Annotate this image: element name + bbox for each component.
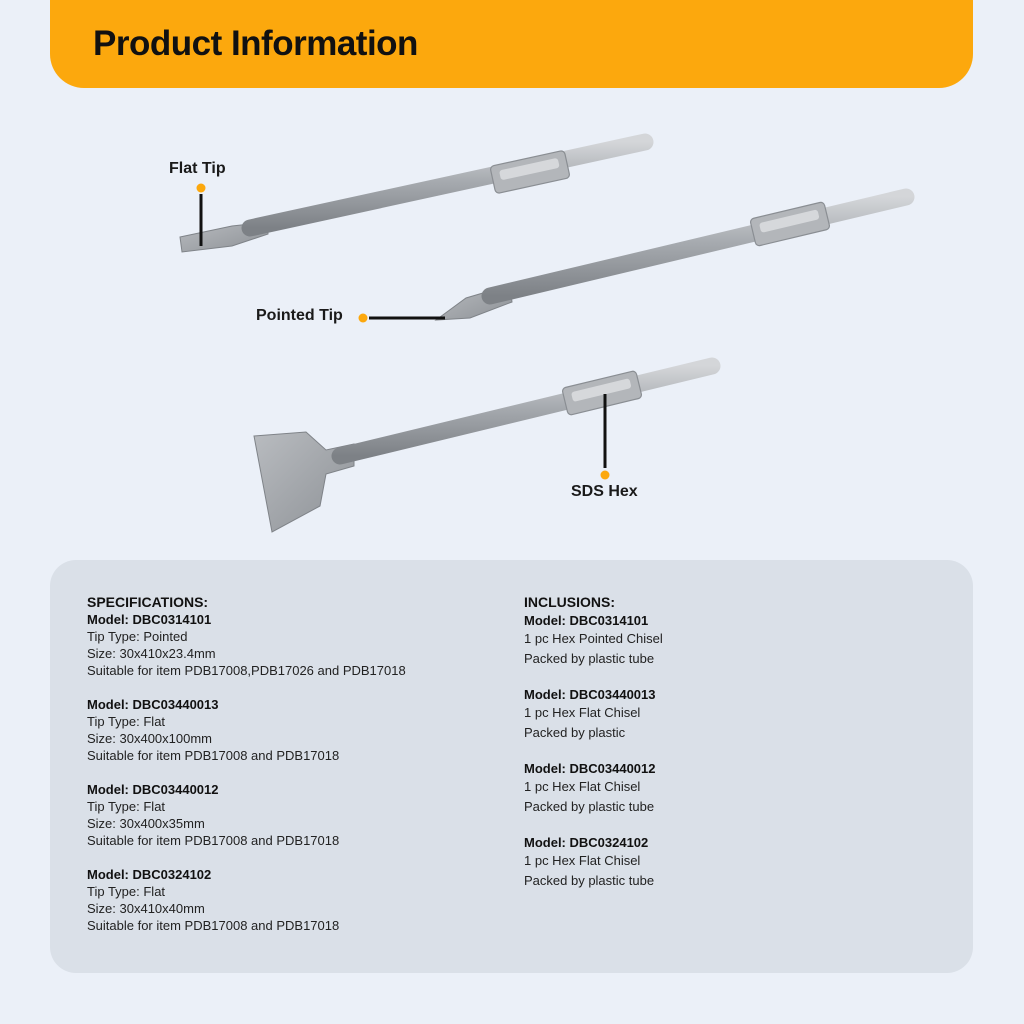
spec-model: Model: DBC0324102: [87, 867, 212, 882]
spec-size: Size: 30x410x40mm: [87, 901, 205, 916]
inclusions-column: [524, 594, 944, 908]
spec-block: [87, 781, 507, 849]
inclusion-packing: Packed by plastic tube: [524, 872, 655, 888]
inclusion-contents: 1 pc Hex Flat Chisel: [524, 853, 641, 868]
specifications-heading: SPECIFICATIONS:: [87, 594, 209, 610]
inclusion-packing: Packed by plastic tube: [524, 798, 655, 814]
spec-block: [87, 611, 507, 679]
spec-block: [87, 696, 507, 764]
inclusion-contents: 1 pc Hex Flat Chisel: [524, 779, 641, 794]
inclusion-contents: 1 pc Hex Pointed Chisel: [524, 631, 663, 646]
spec-size: Size: 30x400x100mm: [87, 731, 213, 746]
spec-model: Model: DBC0314101: [87, 612, 212, 627]
wide-flat-chisel: [254, 366, 712, 532]
spec-tip-type: Tip Type: Flat: [87, 884, 166, 899]
spec-suitable: Suitable for item PDB17008 and PDB17018: [87, 918, 340, 933]
page-title: Product Information: [93, 24, 418, 63]
inclusion-model: Model: DBC0324102: [524, 835, 649, 850]
spec-model: Model: DBC03440013: [87, 697, 219, 712]
callout-sds-hex: SDS Hex: [571, 483, 638, 500]
inclusion-block: [524, 760, 944, 816]
inclusion-contents: 1 pc Hex Flat Chisel: [524, 705, 641, 720]
spec-size: Size: 30x410x23.4mm: [87, 646, 216, 661]
inclusion-packing: Packed by plastic tube: [524, 650, 655, 666]
inclusion-block: [524, 612, 944, 668]
callout-pointed-tip-leader: [359, 314, 446, 323]
spec-tip-type: Tip Type: Flat: [87, 799, 166, 814]
flat-tip-chisel: [180, 142, 645, 252]
spec-suitable: Suitable for item PDB17008,PDB17026 and PDB17018: [87, 663, 406, 678]
inclusion-block: [524, 834, 944, 890]
pointed-tip-chisel: [436, 197, 906, 320]
callout-pointed-tip: Pointed Tip: [256, 307, 343, 324]
specifications-column: [87, 594, 507, 951]
inclusion-block: [524, 686, 944, 742]
spec-block: [87, 866, 507, 934]
inclusion-model: Model: DBC03440012: [524, 761, 656, 776]
spec-suitable: Suitable for item PDB17008 and PDB17018: [87, 748, 340, 763]
specs-panel: [50, 560, 973, 973]
spec-suitable: Suitable for item PDB17008 and PDB17018: [87, 833, 340, 848]
inclusions-heading: INCLUSIONS:: [524, 594, 615, 610]
callout-flat-tip: Flat Tip: [169, 160, 226, 177]
spec-size: Size: 30x400x35mm: [87, 816, 205, 831]
inclusion-model: Model: DBC0314101: [524, 613, 649, 628]
inclusion-model: Model: DBC03440013: [524, 687, 656, 702]
spec-tip-type: Tip Type: Pointed: [87, 629, 188, 644]
inclusion-packing: Packed by plastic: [524, 724, 626, 740]
spec-tip-type: Tip Type: Flat: [87, 714, 166, 729]
spec-model: Model: DBC03440012: [87, 782, 219, 797]
